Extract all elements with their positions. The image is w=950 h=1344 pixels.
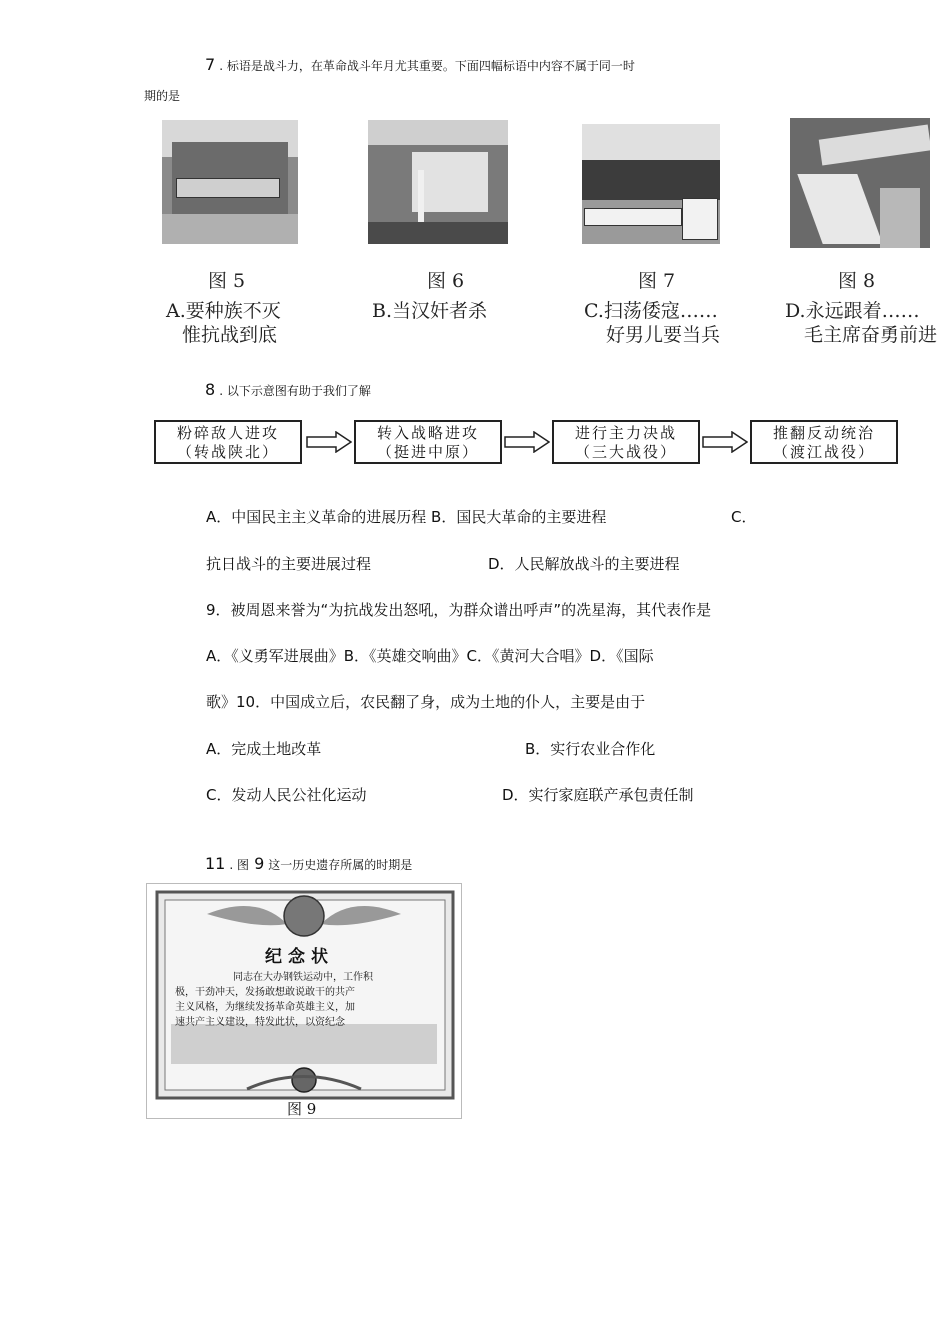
flow-step-2-line2: （挺进中原） (376, 443, 479, 461)
q10-option-b: B．实行农业合作化 (525, 740, 656, 758)
figure-8-photo (790, 118, 930, 248)
q11-text-post: 这一历史遗存所属的时期是 (268, 858, 413, 872)
q8-option-d: D．人民解放战斗的主要进程 (488, 555, 680, 573)
q11-fig-num: 9 (254, 854, 265, 873)
q10-option-d: D．实行家庭联产承包责任制 (502, 786, 694, 804)
option-b-line1: B.当汉奸者杀 (372, 300, 488, 322)
certificate-caption: 图 9 (287, 1100, 317, 1118)
flow-step-4 (750, 420, 898, 464)
flow-step-3-line1: 进行主力决战 (574, 424, 677, 442)
flow-arrow-2-icon (504, 431, 550, 453)
option-c-line1: C.扫荡倭寇…… (584, 300, 718, 322)
option-d-line2: 毛主席奋勇前进 (804, 324, 938, 346)
q7-stem (205, 55, 635, 74)
option-a-line1: A.要种族不灭 (166, 300, 281, 322)
flow-step-4-line2: （渡江战役） (772, 443, 875, 461)
flow-step-3-line2: （三大战役） (574, 443, 677, 461)
q8-options-ab: A．中国民主主义革命的进展历程 B．国民大革命的主要进程 (206, 508, 607, 526)
flow-arrow-1-icon (306, 431, 352, 453)
q11-stem (205, 854, 412, 873)
flow-step-3 (552, 420, 700, 464)
figure-5-photo (162, 120, 298, 244)
q8-number: 8 (205, 380, 216, 399)
option-d-line1: D.永远跟着…… (785, 300, 920, 322)
q9-options: A．《义勇军进展曲》B．《英雄交响曲》C．《黄河大合唱》D．《国际 (206, 647, 654, 665)
flow-step-1 (154, 420, 302, 464)
flow-step-2-line1: 转入战略进攻 (376, 424, 479, 442)
q8-text: . 以下示意图有助于我们了解 (219, 384, 371, 398)
certificate-title: 纪念状 (265, 947, 334, 967)
q9-options-cont-q10-stem: 歌》10．中国成立后，农民翻了身，成为土地的仆人，主要是由于 (206, 693, 646, 711)
q10-option-c: C．发动人民公社化运动 (206, 786, 367, 804)
flow-arrow-3-icon (702, 431, 748, 453)
figure-5-label: 图 5 (208, 270, 246, 292)
certificate-body-line2: 极，干劲冲天，发扬敢想敢说敢干的共产 (175, 987, 355, 998)
flow-step-1-line1: 粉碎敌人进攻 (176, 424, 279, 442)
q8-option-c-text: 抗日战斗的主要进展过程 (206, 555, 372, 573)
certificate-body-line1: 同志在大办钢铁运动中，工作积 (233, 972, 373, 983)
figure-7-label: 图 7 (638, 270, 676, 292)
q8-option-c-label: C． (731, 508, 757, 526)
q7-number: 7 (205, 55, 216, 74)
flow-step-2 (354, 420, 502, 464)
option-a-line2: 惟抗战到底 (182, 324, 278, 346)
flow-step-4-line1: 推翻反动统治 (772, 424, 875, 442)
q11-text-pre: . 图 (229, 858, 249, 872)
q10-option-a: A．完成土地改革 (206, 740, 322, 758)
certificate-body-line4: 速共产主义建设，特发此状，以资纪念 (175, 1017, 345, 1028)
figure-7-photo (582, 124, 720, 244)
certificate-figure (146, 883, 462, 1119)
option-c-line2: 好男儿要当兵 (606, 324, 721, 346)
q8-stem (205, 380, 371, 399)
q7-text: . 标语是战斗力，在革命战斗年月尤其重要。下面四幅标语中内容不属于同一时 (219, 59, 635, 73)
figure-6-label: 图 6 (427, 270, 465, 292)
certificate-body-line3: 主义风格，为继续发扬革命英雄主义，加 (175, 1002, 355, 1013)
flow-step-1-line2: （转战陕北） (176, 443, 279, 461)
q9-stem: 9．被周恩来誉为“为抗战发出怒吼，为群众谱出呼声”的冼星海，其代表作是 (206, 601, 712, 619)
q7-text-cont: 期的是 (144, 89, 181, 103)
figure-8-label: 图 8 (838, 270, 876, 292)
q11-number: 11 (205, 854, 226, 873)
figure-6-photo (368, 120, 508, 244)
